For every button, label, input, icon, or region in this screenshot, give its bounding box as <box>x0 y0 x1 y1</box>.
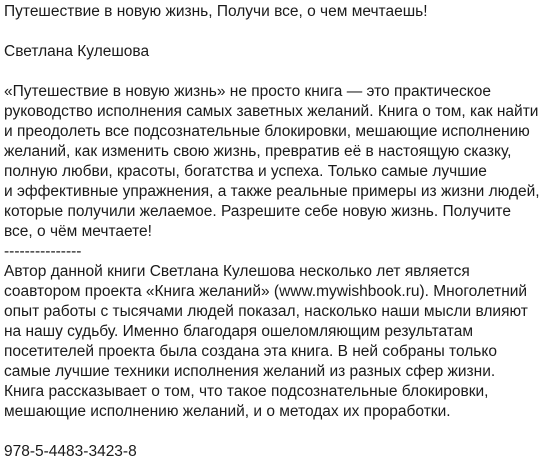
bio-line: Автор данной книги Светлана Кулешова несколько лет является <box>4 263 470 280</box>
book-title: Путешествие в новую жизнь, Получи все, о чем мечтаешь! <box>4 3 428 20</box>
bio-line: посетителей проекта была создана эта книга. В ней собраны только <box>4 343 497 360</box>
book-author: Светлана Кулешова <box>4 43 150 60</box>
bio-line: самые лучшие техники исполнения желаний из разных сфер жизни. <box>4 363 496 380</box>
bio-line: на нашу судьбу. Именно благодаря ошеломляющим результатам <box>4 323 473 340</box>
description-line: полную любви, красоты, богатства и успеха. Только самые лучшие <box>4 163 487 180</box>
spacer <box>4 422 546 442</box>
description-line: все, о чём мечтаете! <box>4 223 152 240</box>
bio-line: опыт работы с тысячами людей показал, насколько наши мысли влияют <box>4 303 528 320</box>
description-line: и преодолеть все подсознательные блокировки, мешающие исполнению <box>4 123 530 140</box>
description-line: руководство исполнения самых заветных желаний. Книга о том, как найти <box>4 103 539 120</box>
spacer <box>4 22 546 42</box>
book-description-page <box>4 2 546 462</box>
description-line: которые получили желаемое. Разрешите себе новую жизнь. Получите <box>4 203 511 220</box>
bio-line: Книга рассказывает о том, что такое подсознательные блокировки, <box>4 383 489 400</box>
description-line: желаний, как изменить свою жизнь, превратив её в настоящую сказку, <box>4 143 512 160</box>
description-line: «Путешествие в новую жизнь» не просто книга — это практическое <box>4 83 491 100</box>
bio-line: соавтором проекта «Книга желаний» (www.mywishbook.ru). Многолетний <box>4 283 528 300</box>
description-line: и эффективные упражнения, а также реальные примеры из жизни людей, <box>4 183 540 200</box>
separator-line: --------------- <box>4 243 82 260</box>
spacer <box>4 62 546 82</box>
bio-line: мешающие исполнению желаний, и о методах их проработки. <box>4 403 451 420</box>
author-bio <box>4 262 546 422</box>
book-description <box>4 82 546 242</box>
isbn: 978-5-4483-3423-8 <box>4 443 137 460</box>
